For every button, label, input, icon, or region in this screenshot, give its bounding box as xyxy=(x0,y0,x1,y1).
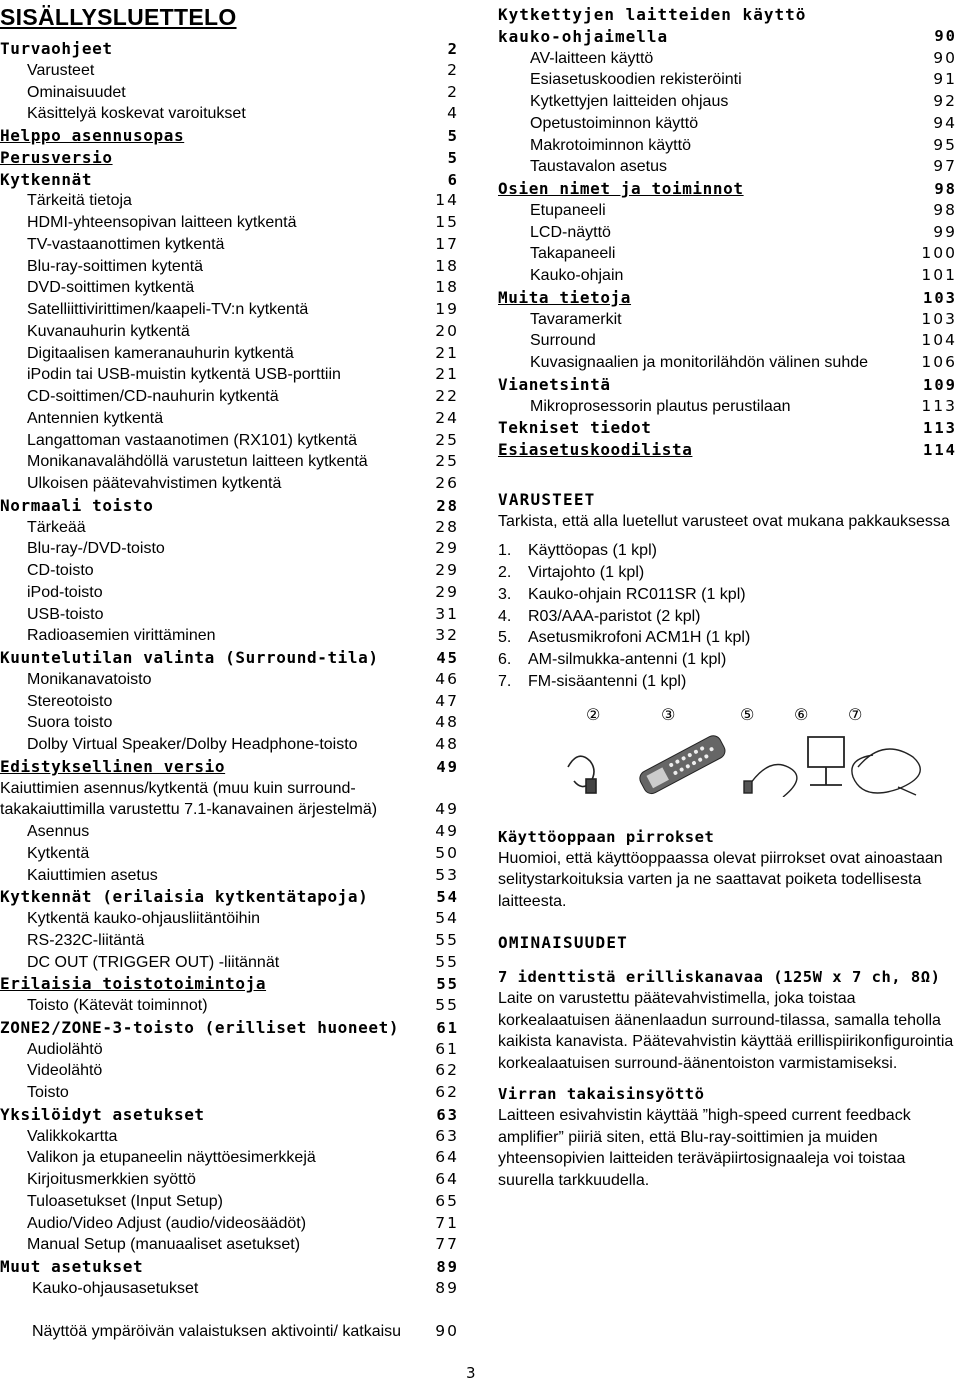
toc-entry xyxy=(0,212,462,234)
list-item xyxy=(498,562,960,584)
toc-page-number: 97 xyxy=(933,157,957,176)
toc-page-number: 89 xyxy=(435,1278,459,1297)
toc-page-number: 49 xyxy=(436,757,459,776)
toc-label: Turvaohjeet xyxy=(0,39,113,58)
toc-label: DC OUT (TRIGGER OUT) -liitännät xyxy=(27,953,280,971)
toc-entry xyxy=(0,190,462,212)
toc-entry xyxy=(0,234,462,256)
toc-label: Ominaisuudet xyxy=(27,83,126,101)
feature2-title: Virran takaisinsyöttö xyxy=(498,1085,705,1103)
toc-label: Kaiuttimien asennus/kytkentä (muu kuin surround-takakaiuttimilla varustettu 7.1-kanavainen ärjestelmä) xyxy=(0,779,378,819)
list-number: 3. xyxy=(498,585,512,603)
toc-label: Valikon ja etupaneelin näyttöesimerkkejä xyxy=(27,1149,316,1167)
toc-label: Helppo asennusopas xyxy=(0,126,185,145)
toc-label: Mikroprosessorin plautus perustilaan xyxy=(530,397,791,415)
toc-page-number: 62 xyxy=(435,1061,459,1080)
toc-label: Muita tietoja xyxy=(498,287,632,307)
toc-page-number: 29 xyxy=(435,561,459,579)
toc-label: Kuvasignaalien ja monitorilähdön välinen suhde xyxy=(530,354,869,371)
list-text: AM-silmukka-antenni (1 kpl) xyxy=(528,651,727,668)
toc-section xyxy=(498,374,960,396)
toc-page-number: 49 xyxy=(435,822,459,840)
list-number: 7. xyxy=(498,672,512,690)
toc-section xyxy=(0,756,462,778)
toc-entry xyxy=(0,669,462,691)
right-column xyxy=(498,4,960,1191)
toc-page-number: 24 xyxy=(435,408,459,427)
toc-entry xyxy=(498,200,960,222)
toc-label: TV-vastaanottimen kytkentä xyxy=(27,235,225,253)
toc-entry xyxy=(498,222,960,244)
toc-label: CD-soittimen/CD-nauhurin kytkentä xyxy=(27,388,279,405)
toc-label: CD-toisto xyxy=(27,562,94,579)
toc-label: Ulkoisen päätevahvistimen kytkentä xyxy=(27,475,282,492)
toc-page-number: 94 xyxy=(933,113,957,132)
toc-label: AV-laitteen käyttö xyxy=(530,49,654,67)
toc-page-number: 62 xyxy=(435,1083,459,1101)
toc-entry xyxy=(498,352,960,374)
toc-page-number: 20 xyxy=(435,321,459,340)
toc-section xyxy=(0,169,462,191)
toc-entry xyxy=(0,908,462,930)
toc-entry xyxy=(0,821,462,843)
toc-label: Kytkentä xyxy=(27,844,90,862)
toc-section xyxy=(0,125,462,147)
toc-page-number: 6 xyxy=(447,170,459,189)
toc-label: RS-232C-liitäntä xyxy=(27,931,145,949)
toc-left xyxy=(0,38,462,1343)
toc-label: Muut asetukset xyxy=(0,1257,144,1276)
toc-page-number: 17 xyxy=(435,234,459,253)
toc-section xyxy=(0,1017,462,1039)
toc-entry xyxy=(0,778,462,822)
toc-label: Toisto xyxy=(27,1084,69,1101)
toc-entry xyxy=(0,82,462,104)
toc-section xyxy=(0,647,462,669)
toc-entry xyxy=(0,277,462,299)
toc-entry xyxy=(498,135,960,157)
toc-label: Kauko-ohjausasetukset xyxy=(32,1279,199,1297)
toc-page-number: 14 xyxy=(435,191,459,210)
toc-entry xyxy=(498,48,960,70)
toc-section xyxy=(498,4,960,48)
toc-label: Kuvanauhurin kytkentä xyxy=(27,322,190,340)
pirrokset-heading: Käyttöoppaan pirrokset xyxy=(498,827,715,846)
list-number: 4. xyxy=(498,607,512,625)
list-number: 6. xyxy=(498,651,512,668)
toc-entry xyxy=(0,995,462,1017)
toc-label: Esiasetuskoodilista xyxy=(498,440,693,459)
toc-label: Etupaneeli xyxy=(530,201,606,219)
toc-page-number: 63 xyxy=(435,1126,459,1145)
toc-section xyxy=(0,1256,462,1278)
toc-entry xyxy=(0,103,462,125)
toc-page-number: 26 xyxy=(435,474,459,492)
toc-label: Takapaneeli xyxy=(530,245,616,263)
figure-mark: ⑦ xyxy=(848,704,863,724)
toc-page-number: 90 xyxy=(934,26,957,45)
toc-label: Esiasetuskoodien rekisteröinti xyxy=(530,71,742,89)
toc-section xyxy=(498,287,960,309)
toc-right xyxy=(498,4,960,461)
toc-entry xyxy=(0,408,462,430)
toc-entry xyxy=(498,156,960,178)
toc-page-number: 89 xyxy=(436,1258,459,1276)
power-cord-icon xyxy=(568,756,596,793)
toc-page-number: 31 xyxy=(435,604,459,623)
toc-label: Tuloasetukset (Input Setup) xyxy=(27,1192,223,1210)
toc-label: USB-toisto xyxy=(27,605,104,623)
toc-page-number: 53 xyxy=(435,865,459,884)
list-text: FM-sisäantenni (1 kpl) xyxy=(528,672,687,690)
feature1-text: Laite on varustettu päätevahvistimella, joka toistaa korkealaatuisen äänenlaadun surround-tilassa, samalla teholla kaikista kanavista. Päätevahvistin käyttää erillispiirikonfigurointia korkealaatuisen surround-äänentoiston varmistamiseksi. xyxy=(498,990,954,1072)
toc-label: iPodin tai USB-muistin kytkentä USB-porttiin xyxy=(27,366,341,384)
toc-page-number: 46 xyxy=(435,669,459,688)
toc-entry xyxy=(0,517,462,539)
toc-page-number: 64 xyxy=(435,1170,459,1188)
toc-label: Käsittelyä koskevat varoitukset xyxy=(27,105,246,123)
toc-label: Makrotoiminnon käyttö xyxy=(530,136,691,154)
toc-label: Blu-ray-/DVD-toisto xyxy=(27,540,165,558)
toc-page-number: 48 xyxy=(435,713,459,732)
feature2-text: Laitteen esivahvistin käyttää ”high-speed current feedback amplifier” piiriä siten, että Blu-ray-soittimien ja muiden yhteensopivien laitteiden teräväpiirtosignaaleja voi toistaa suurella tarkkuudella. xyxy=(498,1107,911,1189)
toc-section xyxy=(498,417,960,439)
toc-page-number: 106 xyxy=(921,353,957,371)
list-text: Virtajohto (1 kpl) xyxy=(528,564,645,581)
toc-section xyxy=(0,973,462,995)
toc-section xyxy=(0,886,462,908)
toc-label: Videolähtö xyxy=(27,1062,103,1080)
toc-label: Valikkokartta xyxy=(27,1127,118,1145)
toc-entry xyxy=(0,1234,462,1256)
toc-page-number: 113 xyxy=(923,419,957,438)
toc-label: Asennus xyxy=(27,823,90,840)
toc-entry xyxy=(0,604,462,626)
toc-entry xyxy=(0,299,462,321)
toc-entry xyxy=(498,396,960,418)
toc-page-number: 21 xyxy=(435,365,459,384)
toc-page-number: 104 xyxy=(921,331,957,350)
toc-page-number: 25 xyxy=(435,430,459,449)
toc-entry xyxy=(0,560,462,582)
list-number: 5. xyxy=(498,629,512,647)
toc-label: Satelliittivirittimen/kaapeli-TV:n kytkentä xyxy=(27,301,309,318)
list-item xyxy=(498,671,960,693)
toc-page-number: 54 xyxy=(436,888,459,907)
toc-page-number: 2 xyxy=(447,40,459,58)
toc-entry xyxy=(0,321,462,343)
toc-entry xyxy=(0,473,462,495)
toc-label: Edistyksellinen versio xyxy=(0,756,226,776)
toc-page-number: 71 xyxy=(435,1213,459,1232)
list-item xyxy=(498,606,960,628)
toc-page-number: 18 xyxy=(435,256,459,275)
toc-page-number: 22 xyxy=(435,387,459,405)
toc-page-number: 2 xyxy=(447,82,459,101)
toc-entry xyxy=(498,309,960,331)
feature1-title: 7 identtistä erilliskanavaa (125W x 7 ch, 8Ω) xyxy=(498,968,941,986)
toc-page-number: 65 xyxy=(435,1191,459,1210)
toc-page-number: 95 xyxy=(933,135,957,154)
toc-page-number: 2 xyxy=(447,60,459,79)
toc-entry xyxy=(0,1278,462,1300)
toc-entry xyxy=(498,330,960,352)
list-text: Käyttöopas (1 kpl) xyxy=(528,542,657,560)
toc-page-number: 4 xyxy=(447,104,459,123)
toc-page-number: 19 xyxy=(435,300,459,318)
toc-page-number: 28 xyxy=(436,496,459,515)
toc-entry xyxy=(0,1191,462,1213)
toc-entry xyxy=(0,60,462,82)
toc-page-number: 49 xyxy=(435,800,459,819)
toc-page-number: 90 xyxy=(933,48,957,67)
toc-label: DVD-soittimen kytkentä xyxy=(27,279,195,297)
toc-label: Varusteet xyxy=(27,61,95,79)
toc-label: ZONE2/ZONE-3-toisto (erilliset huoneet) xyxy=(0,1017,400,1037)
toc-page-number: 28 xyxy=(435,517,459,536)
toc-page-number: 18 xyxy=(435,278,459,297)
toc-page-number: 21 xyxy=(435,343,459,362)
toc-page-number: 92 xyxy=(933,92,957,110)
toc-entry xyxy=(0,691,462,713)
toc-label: Erilaisia toistotoimintoja xyxy=(0,974,267,994)
toc-label: Digitaalisen kameranauhurin kytkentä xyxy=(27,344,294,362)
toc-page-number: 25 xyxy=(435,452,459,471)
toc-entry xyxy=(0,343,462,365)
toc-section xyxy=(498,439,960,461)
toc-label: Tärkeää xyxy=(27,518,86,536)
toc-entry xyxy=(0,734,462,756)
toc-page-number: 54 xyxy=(435,909,459,927)
toc-page-number: 50 xyxy=(435,843,459,862)
toc-page-number: 98 xyxy=(933,200,957,219)
left-column xyxy=(0,2,462,1343)
toc-page-number: 90 xyxy=(435,1322,459,1341)
toc-page-number: 103 xyxy=(923,288,957,307)
toc-entry xyxy=(0,386,462,408)
toc-entry xyxy=(0,1039,462,1061)
toc-label: Tärkeitä tietoja xyxy=(27,192,132,210)
toc-label: Blu-ray-soittimen kytentä xyxy=(27,257,204,275)
toc-entry xyxy=(0,712,462,734)
toc-section xyxy=(0,1104,462,1126)
toc-page-number: 64 xyxy=(435,1148,459,1167)
toc-page-number: 47 xyxy=(435,691,459,710)
pirrokset-text: Huomioi, että käyttöoppaassa olevat piirrokset ovat ainoastaan selitystarkoituksia varten ja ne saattavat poiketa todellisesta laitteesta. xyxy=(498,849,943,910)
list-text: R03/AAA-paristot (2 kpl) xyxy=(528,607,701,625)
toc-label: Kytkettyjen laitteiden käyttö kauko-ohjaimella xyxy=(498,5,807,46)
varusteet-list xyxy=(498,540,960,692)
toc-page-number: 103 xyxy=(921,309,957,328)
toc-entry xyxy=(0,451,462,473)
toc-page-number: 63 xyxy=(436,1105,459,1124)
toc-page-number: 109 xyxy=(923,375,957,394)
toc-label: Audiolähtö xyxy=(27,1040,103,1058)
toc-entry xyxy=(0,843,462,865)
toc-label: Radioasemien virittäminen xyxy=(27,627,216,645)
toc-entry xyxy=(498,91,960,113)
toc-page-number: 61 xyxy=(435,1039,459,1058)
toc-label: Vianetsintä xyxy=(498,374,611,394)
toc-label: Taustavalon asetus xyxy=(530,158,667,176)
toc-label: Kaiuttimien asetus xyxy=(27,866,158,884)
toc-entry xyxy=(0,1126,462,1148)
list-text: Kauko-ohjain RC011SR (1 kpl) xyxy=(528,585,746,603)
toc-label: Tekniset tiedot xyxy=(498,418,652,438)
toc-label: Kytkennät (erilaisia kytkentätapoja) xyxy=(0,887,369,907)
toc-section xyxy=(0,147,462,169)
toc-entry xyxy=(0,364,462,386)
toc-entry xyxy=(0,430,462,452)
toc-page-number: 45 xyxy=(436,649,459,667)
toc-page-number: 5 xyxy=(447,148,459,167)
toc-label: Toisto (Kätevät toiminnot) xyxy=(27,997,208,1014)
toc-page-number: 91 xyxy=(933,70,957,89)
toc-entry xyxy=(0,930,462,952)
microphone-icon xyxy=(744,764,797,797)
toc-page-number: 114 xyxy=(923,441,957,459)
toc-page-number: 61 xyxy=(436,1018,459,1037)
toc-label: Perusversio xyxy=(0,147,113,167)
toc-label: Kauko-ohjain xyxy=(530,267,624,284)
toc-entry xyxy=(0,1213,462,1235)
toc-entry xyxy=(0,625,462,647)
figure-mark: ⑥ xyxy=(794,704,809,724)
toc-entry xyxy=(0,256,462,278)
toc-label: Langattoman vastaanotimen (RX101) kytkentä xyxy=(27,431,357,449)
toc-page-number: 101 xyxy=(921,266,957,284)
toc-page-number: 55 xyxy=(435,996,459,1014)
toc-page-number: 29 xyxy=(435,582,459,601)
toc-page-number: 32 xyxy=(435,626,459,645)
toc-entry xyxy=(498,113,960,135)
toc-label: Normaali toisto xyxy=(0,495,154,515)
toc-entry xyxy=(498,243,960,265)
figure-mark: ③ xyxy=(661,704,676,724)
toc-label: Stereotoisto xyxy=(27,692,113,710)
list-number: 2. xyxy=(498,564,512,581)
toc-label: Yksilöidyt asetukset xyxy=(0,1104,205,1124)
list-number: 1. xyxy=(498,542,512,560)
toc-label: Kirjoitusmerkkien syöttö xyxy=(27,1171,196,1188)
toc-label: iPod-toisto xyxy=(27,583,103,601)
toc-label: Monikanavalähdöllä varustetun laitteen kytkentä xyxy=(27,453,368,471)
toc-label: Opetustoiminnon käyttö xyxy=(530,114,699,132)
toc-entry xyxy=(0,1147,462,1169)
toc-label: Kuuntelutilan valinta (Surround-tila) xyxy=(0,648,379,667)
toc-page-number: 55 xyxy=(436,975,459,994)
page-number: 3 xyxy=(466,1364,476,1382)
toc-page-number: 29 xyxy=(435,539,459,558)
varusteet-intro: Tarkista, että alla luetellut varusteet ovat mukana pakkauksessa xyxy=(498,512,950,530)
toc-label: Surround xyxy=(530,332,596,350)
toc-entry xyxy=(0,538,462,560)
page-title: SISÄLLYSLUETTELO xyxy=(0,4,237,30)
toc-entry xyxy=(0,1300,462,1344)
toc-page-number: 99 xyxy=(933,222,957,241)
list-text: Asetusmikrofoni ACM1H (1 kpl) xyxy=(528,629,751,647)
toc-entry xyxy=(0,952,462,974)
list-item xyxy=(498,627,960,649)
toc-label: Manual Setup (manuaaliset asetukset) xyxy=(27,1236,301,1254)
toc-entry xyxy=(498,265,960,287)
toc-entry xyxy=(0,1082,462,1104)
toc-page-number: 98 xyxy=(934,180,957,198)
toc-page-number: 48 xyxy=(435,735,459,753)
toc-page-number: 5 xyxy=(447,127,459,145)
toc-label: HDMI-yhteensopivan laitteen kytkentä xyxy=(27,214,297,231)
toc-entry xyxy=(0,582,462,604)
am-loop-antenna-icon xyxy=(808,737,844,785)
toc-label: Suora toisto xyxy=(27,714,113,732)
toc-label: Dolby Virtual Speaker/Dolby Headphone-toisto xyxy=(27,736,358,753)
toc-label: Näyttöä ympäröivän valaistuksen aktivointi/ katkaisu xyxy=(32,1323,402,1341)
toc-label: Tavaramerkit xyxy=(530,310,622,328)
toc-section xyxy=(0,38,462,60)
toc-section xyxy=(0,495,462,517)
toc-entry xyxy=(0,1169,462,1191)
toc-page-number: 113 xyxy=(921,396,957,415)
list-item xyxy=(498,540,960,562)
toc-section xyxy=(498,178,960,200)
remote-control-icon xyxy=(637,732,728,795)
toc-page-number: 100 xyxy=(921,244,957,263)
fm-antenna-icon xyxy=(852,749,920,795)
toc-label: Kytkennät xyxy=(0,169,93,189)
accessories-illustration xyxy=(558,727,960,797)
toc-label: Audio/Video Adjust (audio/videosäädöt) xyxy=(27,1214,307,1232)
toc-entry xyxy=(0,1060,462,1082)
list-item xyxy=(498,584,960,606)
toc-page-number: 55 xyxy=(435,930,459,949)
toc-page-number: 77 xyxy=(435,1235,459,1254)
toc-page-number: 55 xyxy=(435,952,459,971)
figure-mark: ② xyxy=(586,704,601,724)
toc-label: Monikanavatoisto xyxy=(27,670,152,688)
toc-label: LCD-näyttö xyxy=(530,223,611,241)
toc-page-number: 15 xyxy=(435,213,459,231)
accessories-figure xyxy=(498,705,960,795)
toc-entry xyxy=(498,69,960,91)
toc-label: Kytkettyjen laitteiden ohjaus xyxy=(530,93,729,110)
figure-mark: ⑤ xyxy=(740,704,755,724)
toc-label: Osien nimet ja toiminnot xyxy=(498,179,744,198)
toc-label: Kytkentä kauko-ohjausliitäntöihin xyxy=(27,910,261,927)
list-item xyxy=(498,649,960,671)
toc-entry xyxy=(0,865,462,887)
ominaisuudet-heading: OMINAISUUDET xyxy=(498,933,628,952)
varusteet-heading: VARUSTEET xyxy=(498,489,596,509)
toc-label: Antennien kytkentä xyxy=(27,409,164,427)
